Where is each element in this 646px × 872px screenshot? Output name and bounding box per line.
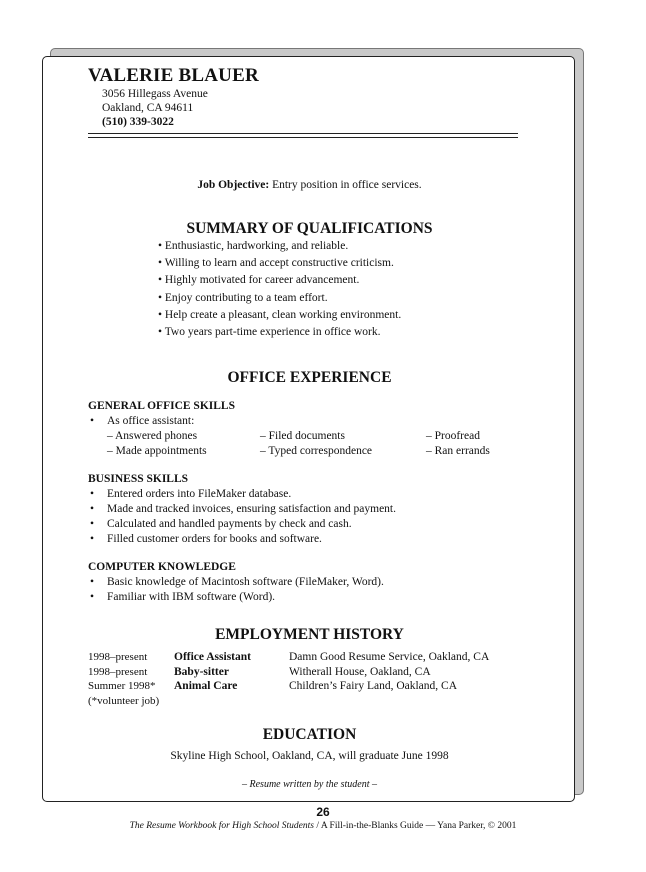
computer-skill: Familiar with IBM software (Word).: [107, 591, 276, 603]
general-skill: – Ran errands: [426, 445, 490, 457]
business-skill: Filled customer orders for books and software.: [107, 533, 322, 545]
job-objective: [43, 179, 576, 191]
summary-title: SUMMARY OF QUALIFICATIONS: [186, 220, 433, 237]
page-number: 26: [316, 805, 330, 819]
employment-date: 1998–present: [88, 666, 148, 678]
resume-name: VALERIE BLAUER: [88, 65, 259, 86]
employment-date: 1998–present: [88, 651, 148, 663]
general-skill: – Typed correspondence: [260, 445, 373, 457]
book-credit: [0, 821, 646, 831]
objective-label: Job Objective:: [197, 179, 270, 191]
general-skill: – Answered phones: [107, 430, 198, 442]
education-title: EDUCATION: [262, 726, 357, 743]
resume-credit: – Resume written by the student –: [242, 779, 377, 790]
resume-page: [42, 56, 575, 802]
general-skill: – Made appointments: [107, 445, 207, 457]
computer-skill: Basic knowledge of Macintosh software (FileMaker, Word).: [107, 576, 384, 588]
business-skills-heading: BUSINESS SKILLS: [88, 473, 189, 485]
volunteer-note: (*volunteer job): [88, 695, 160, 707]
employment-role: Office Assistant: [174, 651, 251, 663]
objective-text: Entry position in office services.: [269, 179, 422, 191]
employment-employer: Children’s Fairy Land, Oakland, CA: [289, 680, 458, 692]
summary-item: • Enjoy contributing to a team effort.: [158, 292, 328, 304]
summary-item: • Willing to learn and accept constructive criticism.: [158, 257, 394, 269]
business-skill: Entered orders into FileMaker database.: [107, 488, 292, 500]
address-street: 3056 Hillegass Avenue: [102, 88, 208, 100]
summary-item: • Enthusiastic, hardworking, and reliable.: [158, 240, 349, 252]
bullet-dot: •: [90, 503, 95, 515]
employment-date: Summer 1998*: [88, 680, 156, 692]
employment-role: Animal Care: [174, 680, 238, 692]
office-experience-title: OFFICE EXPERIENCE: [227, 369, 392, 386]
bullet-dot: •: [90, 488, 95, 500]
phone-number: (510) 339-3022: [102, 116, 174, 128]
bullet-dot: •: [90, 591, 95, 603]
employment-employer: Damn Good Resume Service, Oakland, CA: [289, 651, 490, 663]
header-rule-top: [88, 133, 518, 134]
general-skill: – Filed documents: [260, 430, 345, 442]
employment-employer: Witherall House, Oakland, CA: [289, 666, 431, 678]
book-credit-rest: / A Fill-in-the-Blanks Guide — Yana Parker, © 2001: [313, 821, 517, 831]
general-skill: – Proofread: [426, 430, 480, 442]
summary-item: • Two years part-time experience in office work.: [158, 326, 381, 338]
general-office-heading: GENERAL OFFICE SKILLS: [88, 400, 235, 412]
employment-history-title: EMPLOYMENT HISTORY: [215, 626, 404, 643]
employment-role: Baby-sitter: [174, 666, 229, 678]
bullet-dot: •: [90, 415, 95, 427]
header-rule-bottom: [88, 137, 518, 138]
bullet-dot: •: [90, 576, 95, 588]
summary-item: • Help create a pleasant, clean working environment.: [158, 309, 402, 321]
computer-knowledge-heading: COMPUTER KNOWLEDGE: [88, 561, 236, 573]
book-title: The Resume Workbook for High School Students: [129, 821, 314, 831]
business-skill: Calculated and handled payments by check and cash.: [107, 518, 352, 530]
summary-item: • Highly motivated for career advancement.: [158, 274, 360, 286]
business-skill: Made and tracked invoices, ensuring satisfaction and payment.: [107, 503, 397, 515]
address-city: Oakland, CA 94611: [102, 102, 194, 114]
general-office-intro: As office assistant:: [107, 415, 195, 427]
bullet-dot: •: [90, 533, 95, 545]
bullet-dot: •: [90, 518, 95, 530]
education-text: Skyline High School, Oakland, CA, will graduate June 1998: [170, 750, 449, 762]
